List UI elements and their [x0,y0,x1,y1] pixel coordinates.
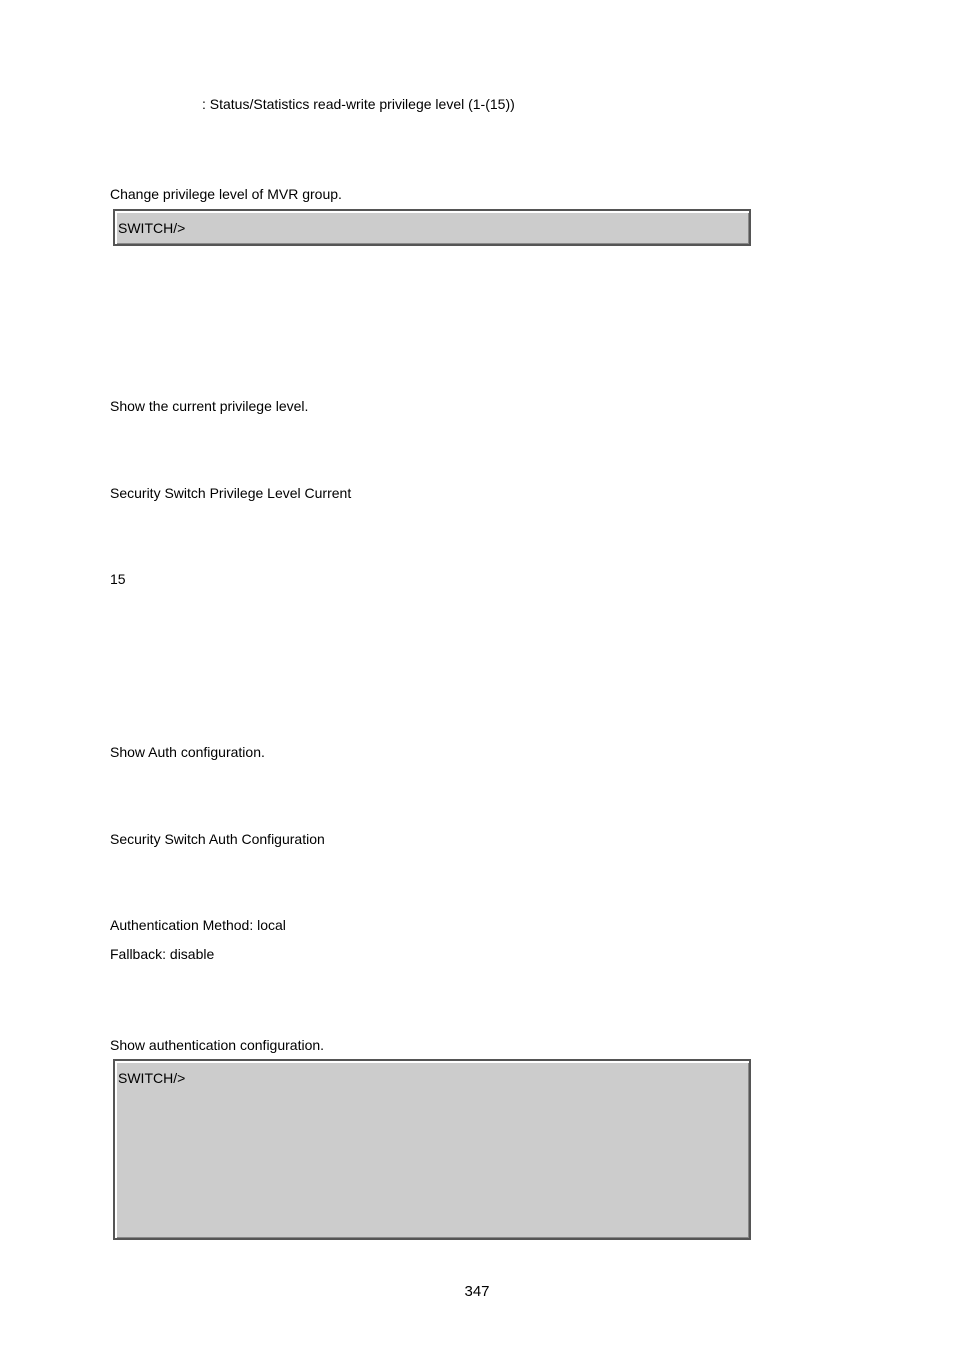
page-number: 347 [464,1283,490,1300]
mvr-description: Change privilege level of MVR group. [110,186,342,202]
privilege-description: Show the current privilege level. [110,398,309,414]
parameter-description: : Status/Statistics read-write privilege level (1-(15)) [202,96,515,112]
authentication-command-box [113,1059,751,1240]
auth-output-title: Security Switch Auth Configuration [110,831,325,847]
privilege-output-title: Security Switch Privilege Level Current [110,485,352,501]
mvr-command-box [113,209,751,246]
authentication-description: Show authentication configuration. [110,1037,325,1053]
mvr-command-prompt: SWITCH/> [118,220,186,236]
auth-method-line: Authentication Method: local [110,917,286,933]
privilege-output-value: 15 [110,571,126,587]
auth-fallback-line: Fallback: disable [110,946,215,962]
authentication-command-prompt: SWITCH/> [118,1070,186,1086]
auth-description: Show Auth configuration. [110,744,265,760]
